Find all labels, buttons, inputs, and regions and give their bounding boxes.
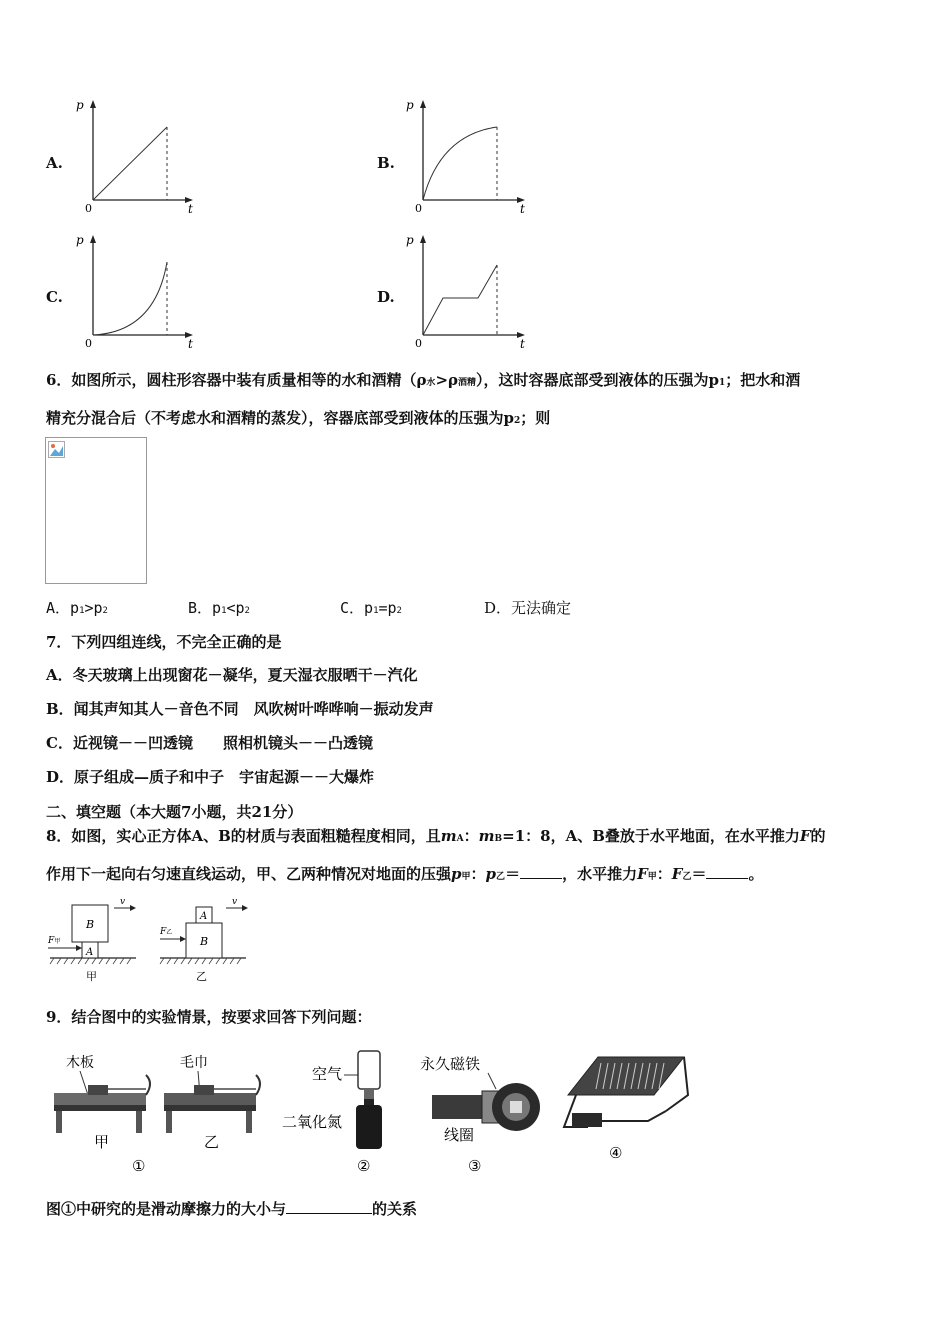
fig-number-1: ① bbox=[132, 1157, 146, 1175]
force-label: F甲 bbox=[48, 936, 61, 946]
graph-b bbox=[400, 95, 540, 220]
q8-figure-jia bbox=[44, 893, 144, 988]
q8-figure-yi bbox=[156, 893, 256, 988]
graph-b-ylabel: p bbox=[406, 98, 414, 112]
svg-text:线圈: 线圈 bbox=[444, 1126, 475, 1144]
q6-option-d[interactable]: D．无法确定 bbox=[484, 599, 572, 617]
velocity-label: v bbox=[120, 897, 126, 907]
graph-a-curve bbox=[93, 127, 167, 200]
block-b-label: B bbox=[86, 918, 95, 931]
section-heading: 二、填空题（本大题7小题，共21分） bbox=[46, 803, 303, 821]
graph-a-xlabel: t bbox=[188, 202, 193, 216]
option-label-b: B. bbox=[377, 154, 395, 172]
graph-a-origin: 0 bbox=[85, 202, 92, 215]
fig-number-4: ④ bbox=[609, 1144, 623, 1162]
graph-b-xlabel: t bbox=[520, 202, 525, 216]
q7-option-c[interactable]: C．近视镜－－凹透镜 照相机镜头－－凸透镜 bbox=[46, 734, 373, 752]
graph-d-xlabel: t bbox=[520, 337, 525, 351]
svg-text:毛巾: 毛巾 bbox=[180, 1055, 208, 1071]
graph-b-origin: 0 bbox=[415, 202, 422, 215]
q9-fill-line: 图①中研究的是滑动摩擦力的大小与 的关系 bbox=[46, 1200, 418, 1218]
graph-d-ylabel: p bbox=[406, 233, 414, 247]
graph-d-curve bbox=[423, 265, 497, 335]
svg-text:永久磁铁: 永久磁铁 bbox=[420, 1055, 481, 1073]
q8-stem-line1: 8．如图，实心正方体A、B的材质与表面粗糙程度相同，且mA：mB=1：8，A、B叠放于水平地面，在水平推力F的 bbox=[46, 827, 826, 845]
figure-caption: 甲 bbox=[86, 970, 97, 983]
fig-number-2: ② bbox=[357, 1157, 371, 1175]
q7-option-b[interactable]: B．闻其声知其人－音色不同 风吹树叶哗哗响－振动发声 bbox=[46, 700, 434, 718]
svg-text:二氧化氮: 二氧化氮 bbox=[282, 1113, 343, 1131]
fig-number-3: ③ bbox=[468, 1157, 482, 1175]
graph-c-origin: 0 bbox=[85, 337, 92, 350]
svg-text:乙: 乙 bbox=[204, 1133, 220, 1151]
q7-stem: 7．下列四组连线，不完全正确的是 bbox=[46, 633, 282, 651]
q6-stem-line2: 精充分混合后（不考虑水和酒精的蒸发），容器底部受到液体的压强为p2；则 bbox=[46, 409, 551, 427]
graph-a bbox=[70, 95, 210, 220]
svg-text:木板: 木板 bbox=[66, 1055, 94, 1071]
graph-c-xlabel: t bbox=[188, 337, 193, 351]
svg-text:甲: 甲 bbox=[94, 1133, 110, 1151]
q6-option-b[interactable]: B．p1<p2 bbox=[188, 599, 250, 617]
q6-figure-placeholder bbox=[45, 437, 147, 584]
q6-stem-line1: 6．如图所示，圆柱形容器中装有质量相等的水和酒精（ρ水>ρ酒精），这时容器底部受到液体的压强为p1；把水和酒 bbox=[46, 371, 801, 389]
q6-option-a[interactable]: A．p1>p2 bbox=[46, 599, 108, 617]
force-label: F乙 bbox=[160, 927, 173, 937]
fig2-gas-diffusion bbox=[282, 1051, 382, 1175]
option-label-a: A. bbox=[46, 154, 63, 172]
q7-option-a[interactable]: A．冬天玻璃上出现窗花－凝华，夏天湿衣服晒干－汽化 bbox=[46, 666, 418, 684]
graph-b-curve bbox=[423, 127, 497, 200]
graph-a-ylabel: p bbox=[76, 98, 84, 112]
q8-stem-line2: 作用下一起向右匀速直线运动，甲、乙两种情况对地面的压强p甲：p乙＝ ，水平推力F甲：F乙＝ 。 bbox=[46, 865, 764, 883]
block-a-label: A bbox=[86, 947, 94, 958]
q9-blank[interactable] bbox=[286, 1199, 372, 1214]
option-label-c: C. bbox=[46, 288, 63, 306]
q9-stem: 9．结合图中的实验情景，按要求回答下列问题： bbox=[46, 1008, 372, 1026]
fig1-jia-board bbox=[54, 1054, 150, 1151]
block-a-label: A bbox=[200, 911, 208, 922]
broken-image-icon bbox=[48, 441, 66, 459]
graph-c-curve bbox=[93, 262, 167, 335]
q6-option-c[interactable]: C．p1=p2 bbox=[340, 599, 402, 617]
figure-caption: 乙 bbox=[196, 970, 207, 983]
graph-d bbox=[400, 230, 540, 355]
graph-d-origin: 0 bbox=[415, 337, 422, 350]
svg-text:空气: 空气 bbox=[312, 1065, 343, 1083]
q9-figure bbox=[48, 1045, 698, 1180]
q8-blank-pressure[interactable] bbox=[520, 864, 562, 879]
graph-c bbox=[70, 230, 210, 355]
q7-option-d[interactable]: D．原子组成—质子和中子 宇宙起源－－大爆炸 bbox=[46, 768, 375, 786]
fig4-circuit bbox=[564, 1057, 688, 1162]
graph-c-ylabel: p bbox=[76, 233, 84, 247]
q8-blank-force[interactable] bbox=[706, 864, 748, 879]
velocity-label: v bbox=[232, 897, 238, 907]
fig3-magnet-coil bbox=[420, 1055, 540, 1175]
block-b-label: B bbox=[200, 935, 209, 948]
fig1-yi-towel bbox=[164, 1054, 260, 1151]
option-label-d: D. bbox=[377, 288, 395, 306]
